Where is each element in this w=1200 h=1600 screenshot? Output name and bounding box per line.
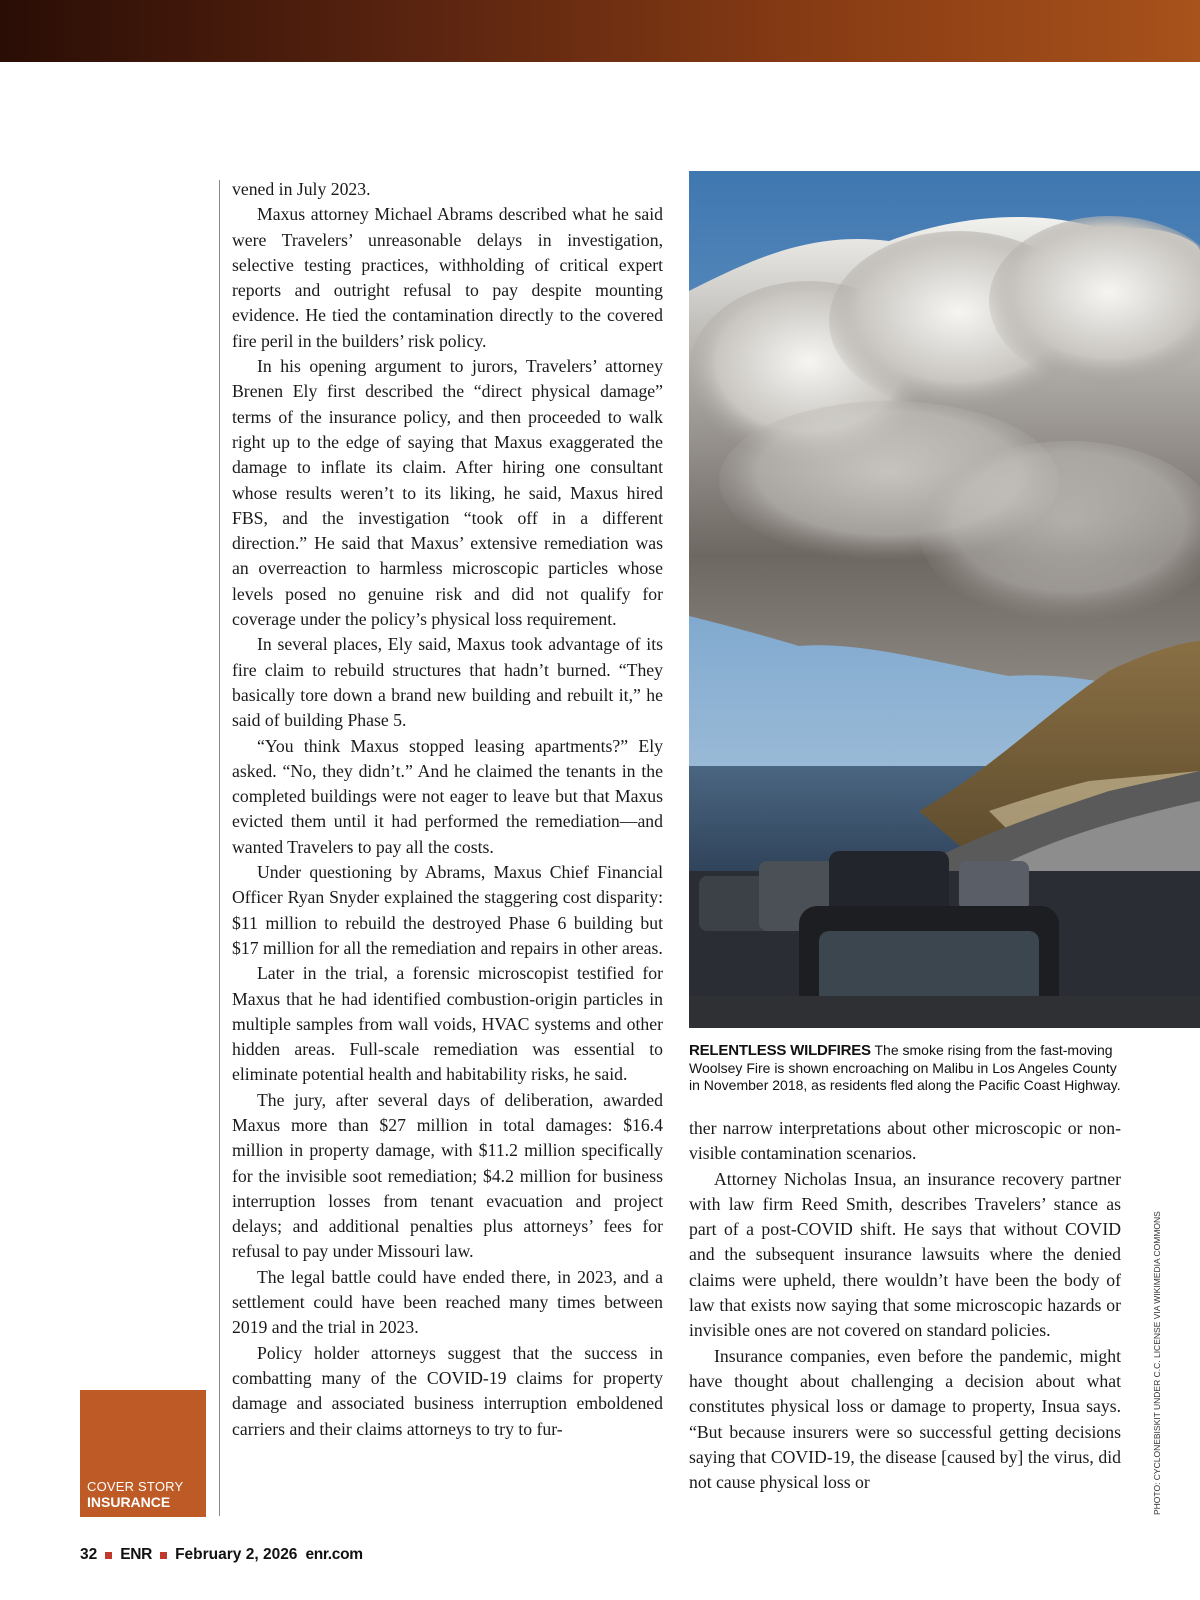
column-rule (219, 180, 220, 1516)
paragraph: Insurance companies, even before the pandemic, might have thought about challenging a decision about what constitutes physical loss or damage to property, Insua says. “But because insurers were so successful getting decisions saying that COVID-19, the disease [caused by] the virus, did not cause physical loss or (689, 1345, 1121, 1493)
paragraph: Policy holder attorneys suggest that the success in combatting many of the COVID-19 claims for property damage and associated business interruption emboldened carriers and their claims attorneys to try to fur- (232, 1342, 663, 1439)
page-number: 32 (80, 1546, 98, 1563)
caption-text: The smoke rising from the fast-moving Woolsey Fire is shown encroaching on Malibu in Los Angeles County in November 2018, as residents fled along the Pacific Coast Highway. (689, 1042, 1121, 1093)
article-left-column (232, 177, 663, 1442)
paragraph: ther narrow interpretations about other microscopic or non-visible contamination scenarios. (689, 1118, 1121, 1164)
paragraph: In several places, Ely said, Maxus took advantage of its fire claim to rebuild structures that hadn’t burned. “They basically tore down a brand new building and rebuilt it,” he said of building Phase 5. (232, 634, 663, 731)
article-right-column (689, 1116, 1121, 1495)
site-url: enr.com (305, 1546, 363, 1563)
issue-date: February 2, 2026 (175, 1546, 298, 1563)
paragraph: Maxus attorney Michael Abrams described what he said were Travelers’ unreasonable delays in investigation, selective testing practices, withholding of critical expert reports and outright refusal to pay despite mounting evidence. He tied the contamination directly to the covered fire peril in the builders’ risk policy. (232, 204, 663, 351)
paragraph: In his opening argument to jurors, Travelers’ attorney Brenen Ely first described the “direct physical damage” terms of the insurance policy, and then proceeded to walk right up to the edge of saying that Maxus exaggerated the damage to inflate its claim. After hiring one consultant whose results weren’t to its liking, he said, Maxus hired FBS, and the investigation “took off in a different direction.” He said that Maxus’ extensive remediation was an overreaction to harmless microscopic particles whose levels posed no genuine risk and did not qualify for coverage under the policy’s physical loss requirement. (232, 356, 663, 630)
wildfire-photo (689, 171, 1200, 1028)
paragraph: The legal battle could have ended there, in 2023, and a settlement could have been reached many times between 2019 and the trial in 2023. (232, 1266, 663, 1338)
section-tab (80, 1390, 206, 1517)
photo-credit: PHOTO: CYCLONEBISKIT UNDER C.C. LICENSE VIA WIKIMEDIA COMMONS (1152, 1211, 1162, 1515)
separator-square-icon (160, 1552, 167, 1559)
folio (80, 1546, 363, 1564)
paragraph: “You think Maxus stopped leasing apartments?” Ely asked. “No, they didn’t.” And he claimed the tenants in the completed buildings were not eager to leave but that Maxus evicted them until it had performed the remediation—and wanted Travelers to pay all the costs. (232, 735, 663, 857)
paragraph: Later in the trial, a forensic microscopist testified for Maxus that he had identified combustion-origin particles in multiple samples from wall voids, HVAC systems and other hidden areas. Full-scale remediation was essential to eliminate potential health and habitability risks, he said. (232, 963, 663, 1085)
separator-square-icon (105, 1552, 112, 1559)
paragraph: Under questioning by Abrams, Maxus Chief Financial Officer Ryan Snyder explained the staggering cost disparity: $11 million to rebuild the destroyed Phase 6 building but $17 million for all the remediation and repairs in other areas. (232, 862, 663, 958)
paragraph: vened in July 2023. (232, 179, 371, 199)
section-kicker: COVER STORY (87, 1479, 184, 1494)
section-name: INSURANCE (87, 1494, 171, 1510)
caption-headline: RELENTLESS WILDFIRES (689, 1042, 871, 1059)
header-color-band (0, 0, 1200, 62)
paragraph: The jury, after several days of deliberation, awarded Maxus more than $27 million in total damages: $16.4 million in property damage, with $11.2 million specifically for the invisible soot remediation; $4.2 million for business interruption losses from tenant evacuation and project delays; and additional penalties plus attorneys’ fees for refusal to pay under Missouri law. (232, 1089, 663, 1262)
photo-caption (689, 1042, 1129, 1095)
paragraph: Attorney Nicholas Insua, an insurance recovery partner with law firm Reed Smith, describes Travelers’ stance as part of a post-COVID shift. He says that without COVID and the subsequent insurance lawsuits where the denied claims were upheld, there wouldn’t have been the body of law that exists now saying that some microscopic hazards or invisible ones are not covered on standard policies. (689, 1168, 1121, 1341)
magazine-name: ENR (120, 1546, 153, 1563)
